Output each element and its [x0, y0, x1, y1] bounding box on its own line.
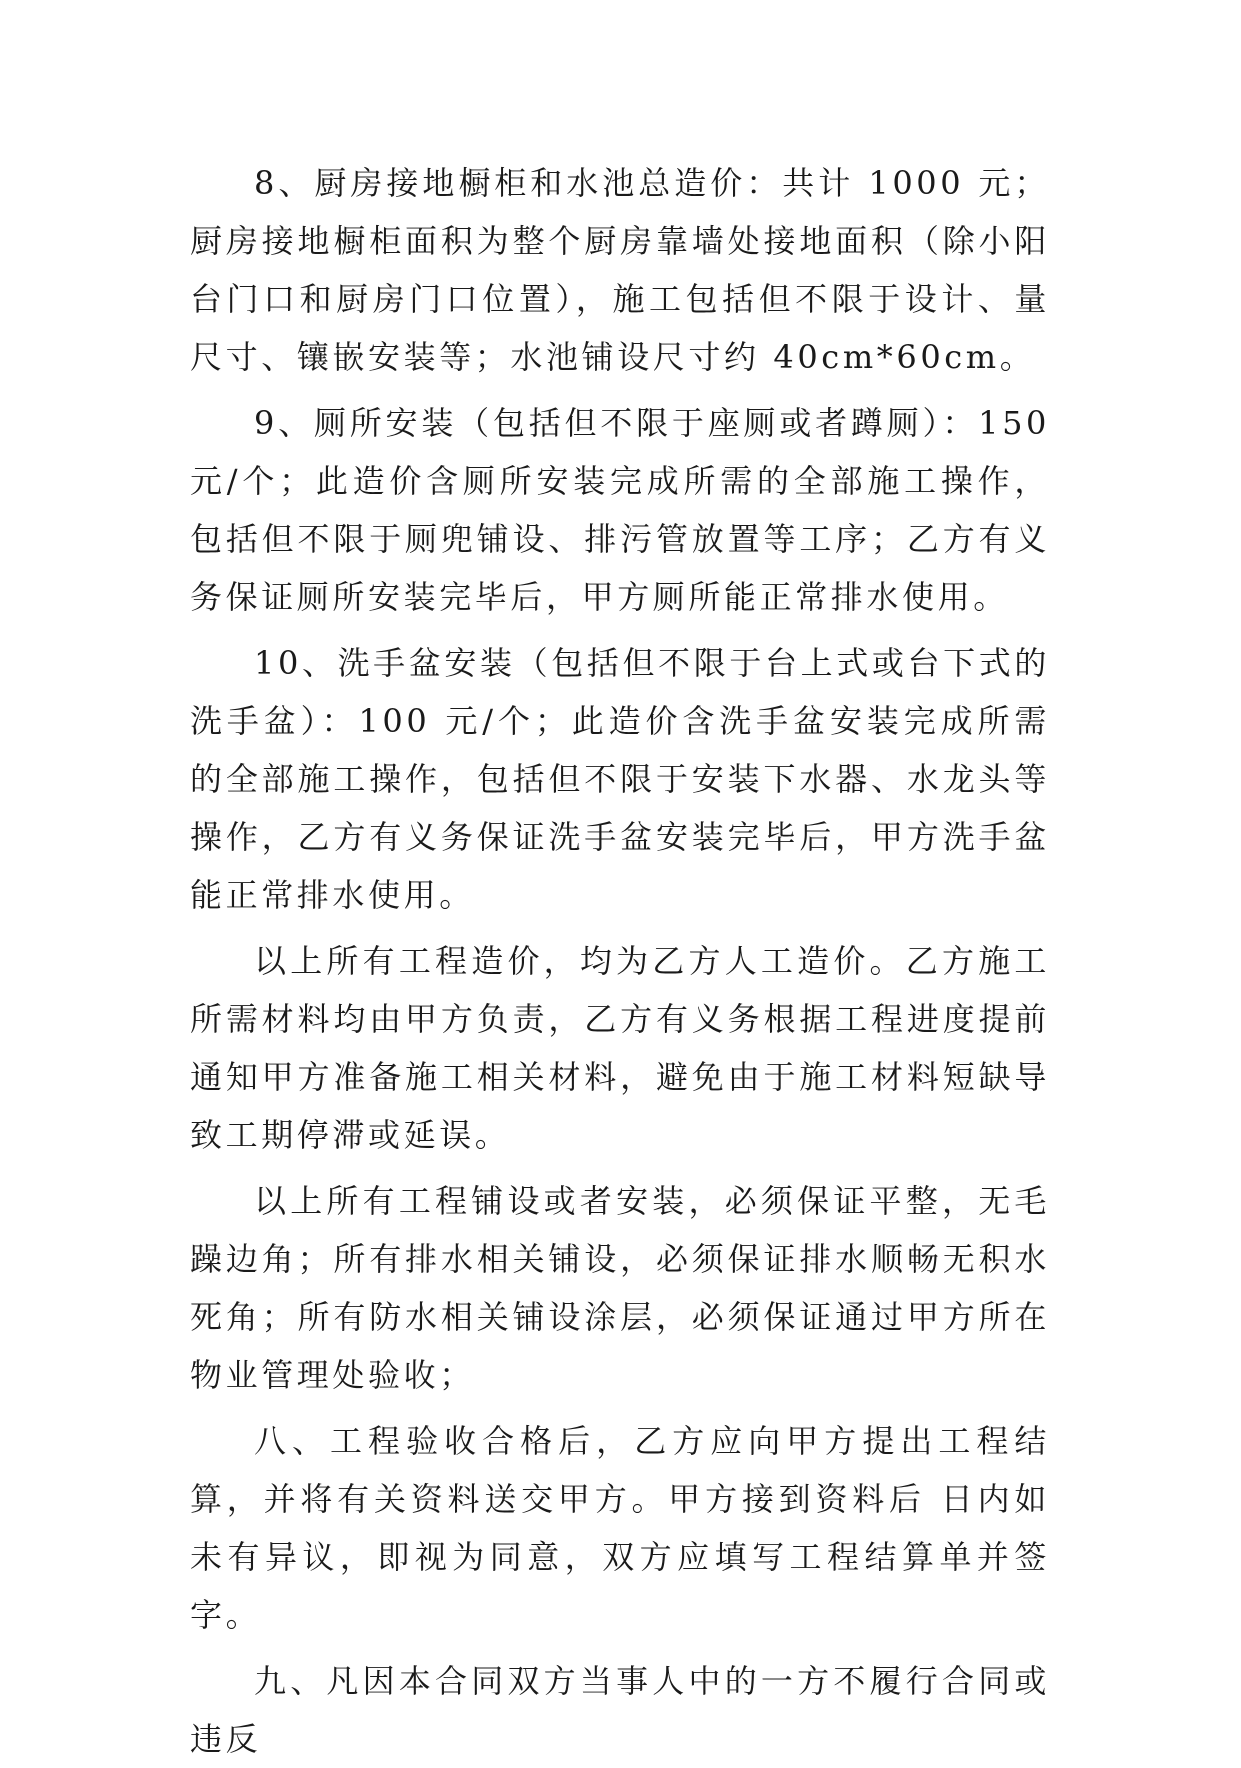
paragraph-section-9-breach: 九、凡因本合同双方当事人中的一方不履行合同或违反 [190, 1662, 1050, 1758]
paragraph-section-8-settlement: 八、工程验收合格后，乙方应向甲方提出工程结算，并将有关资料送交甲方。甲方接到资料后 日内如未有异议，即视为同意，双方应填写工程结算单并签字。 [190, 1422, 1050, 1634]
paragraph-quality-requirements: 以上所有工程铺设或者安装，必须保证平整，无毛躁边角；所有排水相关铺设，必须保证排水顺畅无积水死角；所有防水相关铺设涂层，必须保证通过甲方所在物业管理处验收； [190, 1182, 1050, 1394]
paragraph-item-10-washbasin-installation: 10、洗手盆安装（包括但不限于台上式或台下式的洗手盆）：100 元/个；此造价含洗手盆安装完成所需的全部施工操作，包括但不限于安装下水器、水龙头等操作，乙方有义务保证洗手盆安装完毕后，甲方洗手盆能正常排水使用。 [190, 644, 1050, 914]
document-body [190, 154, 1050, 1768]
paragraph-item-9-toilet-installation: 9、厕所安装（包括但不限于座厕或者蹲厕）：150 元/个；此造价含厕所安装完成所需的全部施工操作，包括但不限于厕兜铺设、排污管放置等工序；乙方有义务保证厕所安装完毕后，甲方厕所能正常排水使用。 [190, 404, 1050, 616]
paragraph-item-8-kitchen-cabinet: 8、厨房接地橱柜和水池总造价：共计 1000 元；厨房接地橱柜面积为整个厨房靠墙处接地面积（除小阳台门口和厨房门口位置），施工包括但不限于设计、量尺寸、镶嵌安装等；水池铺设尺寸约 40cm*60cm。 [190, 164, 1050, 376]
paragraph-labor-cost-note: 以上所有工程造价，均为乙方人工造价。乙方施工所需材料均由甲方负责，乙方有义务根据工程进度提前通知甲方准备施工相关材料，避免由于施工材料短缺导致工期停滞或延误。 [190, 942, 1050, 1154]
